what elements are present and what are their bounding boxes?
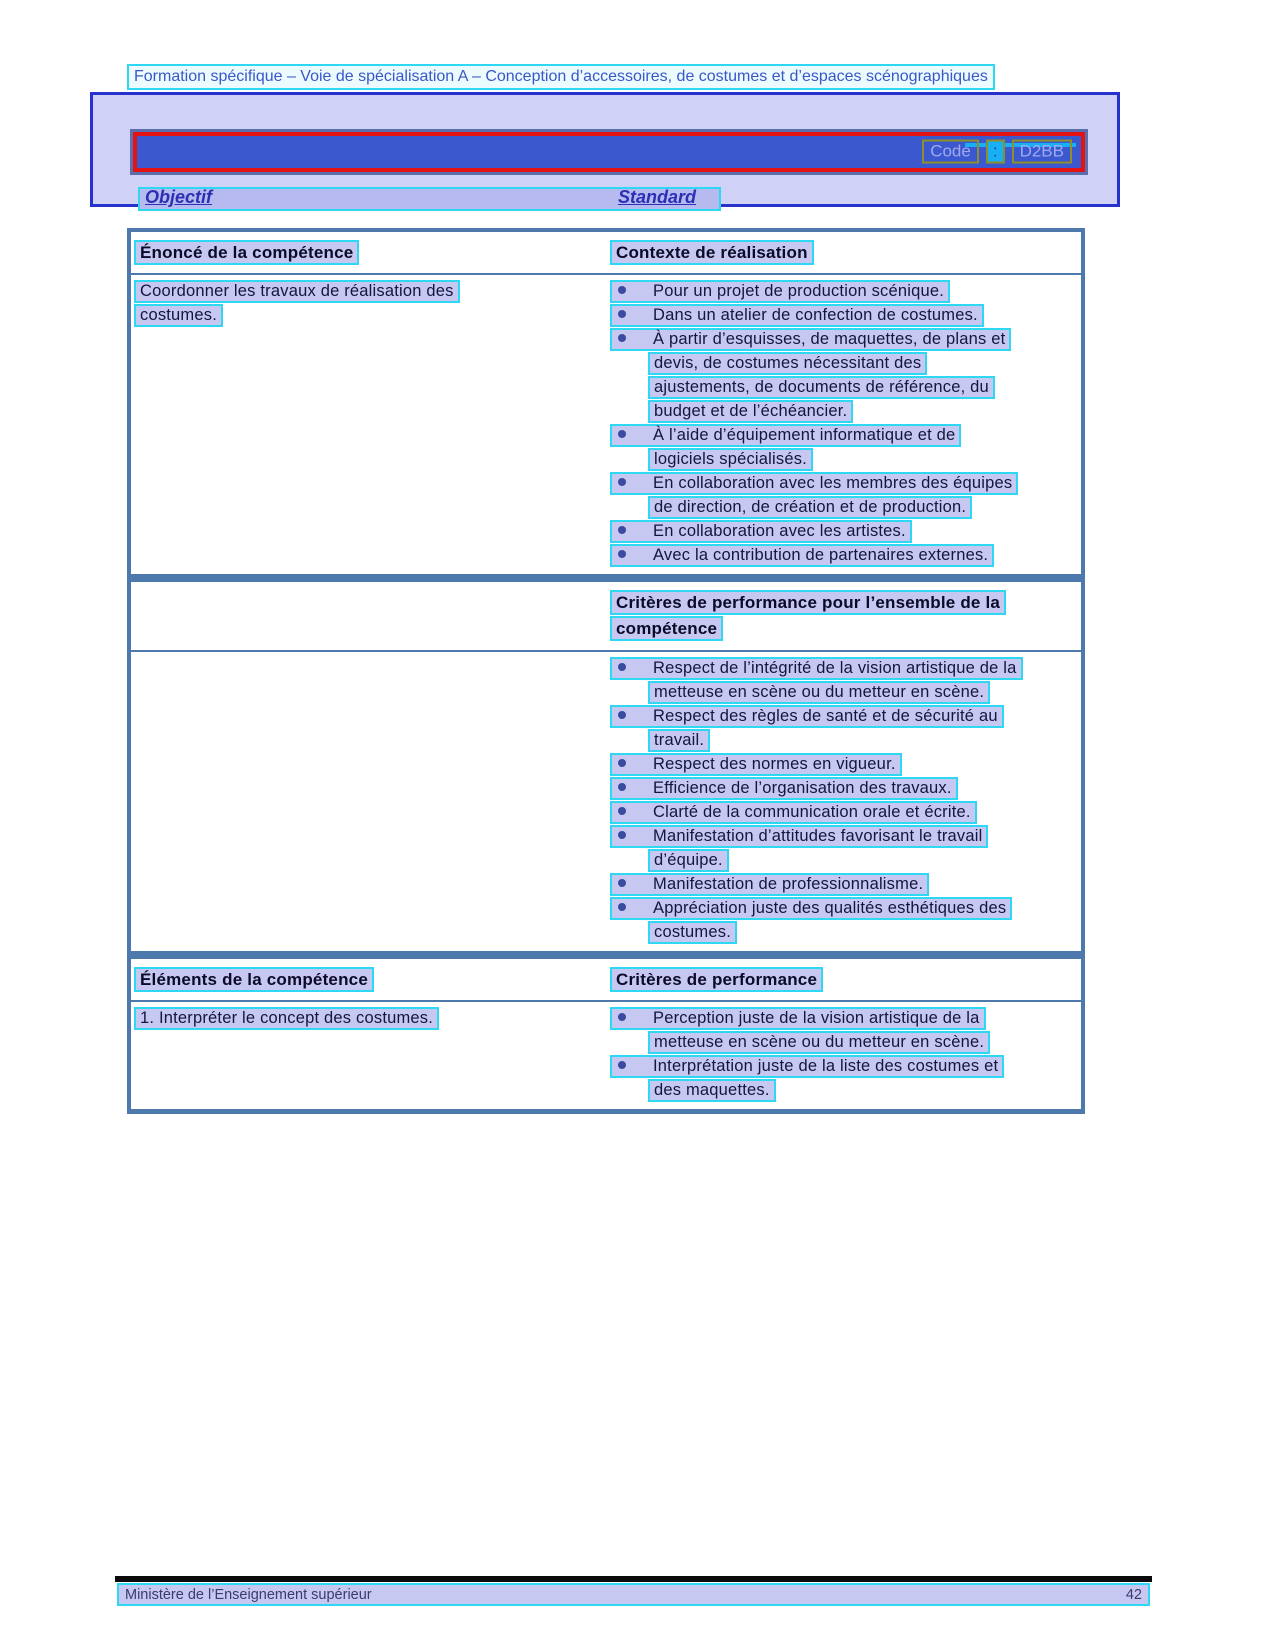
text-line: Interprétation juste de la liste des costumes et: [610, 1055, 1004, 1078]
column-header: Critères de performance: [610, 967, 823, 992]
text-line: ajustements, de documents de référence, du: [648, 376, 995, 399]
text-line: budget et de l’échéancier.: [648, 400, 853, 423]
text-line: Pour un projet de production scénique.: [610, 280, 950, 303]
column-header: Éléments de la compétence: [134, 967, 374, 992]
text-line: Avec la contribution de partenaires externes.: [610, 544, 994, 567]
text-line: Respect des normes en vigueur.: [610, 753, 902, 776]
objectif-label: Objectif: [145, 187, 213, 207]
table3-header-row: [131, 959, 1081, 1002]
table2-body-row: [131, 652, 1081, 951]
bullet-item: [610, 801, 1081, 824]
code-value: D2BB: [1012, 140, 1072, 164]
bullet-item: [610, 1055, 1081, 1102]
bullet-dot-icon: [618, 334, 626, 342]
text-line: metteuse en scène ou du metteur en scène.: [648, 1031, 990, 1054]
bullet-dot-icon: [618, 879, 626, 887]
footer-ministry-text: Ministère de l’Enseignement supérieur: [125, 1586, 372, 1603]
table2-header-row: [131, 582, 1081, 652]
bullet-item: [610, 873, 1081, 896]
bullet-dot-icon: [618, 286, 626, 294]
criteres-ensemble-bullet-list: [600, 657, 1081, 945]
code-banner-inner: [133, 132, 1085, 172]
page-footer: [117, 1583, 1150, 1606]
text-line: Respect de l’intégrité de la vision artistique de la: [610, 657, 1023, 680]
text-line: En collaboration avec les artistes.: [610, 520, 912, 543]
contexte-bullet-list: [600, 280, 1081, 568]
criteres-bullet-list: [600, 1007, 1081, 1103]
text-line: En collaboration avec les membres des équipes: [610, 472, 1018, 495]
table1-col1-header-cell: [131, 240, 600, 265]
table3-col2-header-cell: [600, 967, 1081, 992]
bullet-item: [610, 753, 1081, 776]
text-line: logiciels spécialisés.: [648, 448, 813, 471]
text-line: Clarté de la communication orale et écrite.: [610, 801, 977, 824]
bullet-dot-icon: [618, 903, 626, 911]
text-line: costumes.: [134, 304, 223, 327]
table3-body-row: [131, 1002, 1081, 1109]
text-line: Efficience de l’organisation des travaux.: [610, 777, 958, 800]
table1-col2-header-cell: [600, 240, 1081, 265]
text-line: travail.: [648, 729, 710, 752]
bullet-dot-icon: [618, 526, 626, 534]
competence-statement-cell: [131, 280, 600, 568]
text-line: compétence: [610, 616, 723, 641]
bullet-item: [610, 304, 1081, 327]
bullet-dot-icon: [618, 430, 626, 438]
column-header: Énoncé de la compétence: [134, 240, 359, 265]
text-line: À l’aide d’équipement informatique et de: [610, 424, 961, 447]
bullet-dot-icon: [618, 478, 626, 486]
table-elements-criteres: [127, 955, 1085, 1114]
bullet-dot-icon: [618, 310, 626, 318]
text-line: Manifestation d’attitudes favorisant le travail: [610, 825, 988, 848]
bullet-item: [610, 328, 1081, 423]
objective-intro-box: [90, 92, 1120, 207]
bullet-dot-icon: [618, 759, 626, 767]
text-line: d’équipe.: [648, 849, 729, 872]
footer-rule: [115, 1576, 1152, 1582]
text-line: À partir d’esquisses, de maquettes, de plans et: [610, 328, 1011, 351]
text-line: 1. Interpréter le concept des costumes.: [134, 1007, 439, 1030]
bullet-dot-icon: [618, 783, 626, 791]
bullet-item: [610, 777, 1081, 800]
element-competence-cell: [131, 1007, 600, 1103]
text-line: de direction, de création et de production.: [648, 496, 972, 519]
bullet-item: [610, 705, 1081, 752]
text-line: Perception juste de la vision artistique de la: [610, 1007, 986, 1030]
bullet-dot-icon: [618, 831, 626, 839]
text-line: Coordonner les travaux de réalisation des: [134, 280, 460, 303]
bullet-dot-icon: [618, 807, 626, 815]
standard-label: Standard: [618, 187, 697, 207]
text-line: devis, de costumes nécessitant des: [648, 352, 927, 375]
table3-col1-header-cell: [131, 967, 600, 992]
table1-body-row: [131, 275, 1081, 574]
text-line: Dans un atelier de confection de costumes.: [610, 304, 984, 327]
code-row: [922, 140, 1072, 164]
column-header: Contexte de réalisation: [610, 240, 814, 265]
bullet-item: [610, 424, 1081, 471]
running-header: Formation spécifique – Voie de spécialisation A – Conception d’accessoires, de costumes et d’espaces scénographiques: [127, 64, 995, 90]
table2-empty-cell: [131, 657, 600, 945]
bullet-item: [610, 825, 1081, 872]
bullet-item: [610, 472, 1081, 519]
objectif-standard-row: [138, 187, 721, 211]
bullet-dot-icon: [618, 663, 626, 671]
bullet-dot-icon: [618, 711, 626, 719]
bullet-item: [610, 1007, 1081, 1054]
bullet-dot-icon: [618, 1061, 626, 1069]
bullet-dot-icon: [618, 550, 626, 558]
code-banner: [130, 129, 1088, 175]
table-enonce-contexte: [127, 228, 1085, 579]
table-criteres-ensemble: [127, 578, 1085, 956]
text-line: Manifestation de professionnalisme.: [610, 873, 929, 896]
bullet-item: [610, 280, 1081, 303]
text-line: Respect des règles de santé et de sécurité au: [610, 705, 1004, 728]
text-line: Appréciation juste des qualités esthétiques des: [610, 897, 1012, 920]
bullet-item: [610, 544, 1081, 567]
bullet-item: [610, 897, 1081, 944]
text-line: des maquettes.: [648, 1079, 776, 1102]
bullet-dot-icon: [618, 1013, 626, 1021]
code-colon: :: [986, 140, 1005, 164]
text-line: costumes.: [648, 921, 737, 944]
page-number: 42: [1125, 1586, 1142, 1603]
table1-header-row: [131, 232, 1081, 275]
text-line: metteuse en scène ou du metteur en scène.: [648, 681, 990, 704]
bullet-item: [610, 657, 1081, 704]
table2-col1-header-cell: [131, 590, 600, 642]
text-line: Critères de performance pour l’ensemble de la: [610, 590, 1006, 615]
bullet-item: [610, 520, 1081, 543]
code-label: Code: [922, 140, 979, 164]
table2-col2-header-cell: [600, 590, 1081, 642]
